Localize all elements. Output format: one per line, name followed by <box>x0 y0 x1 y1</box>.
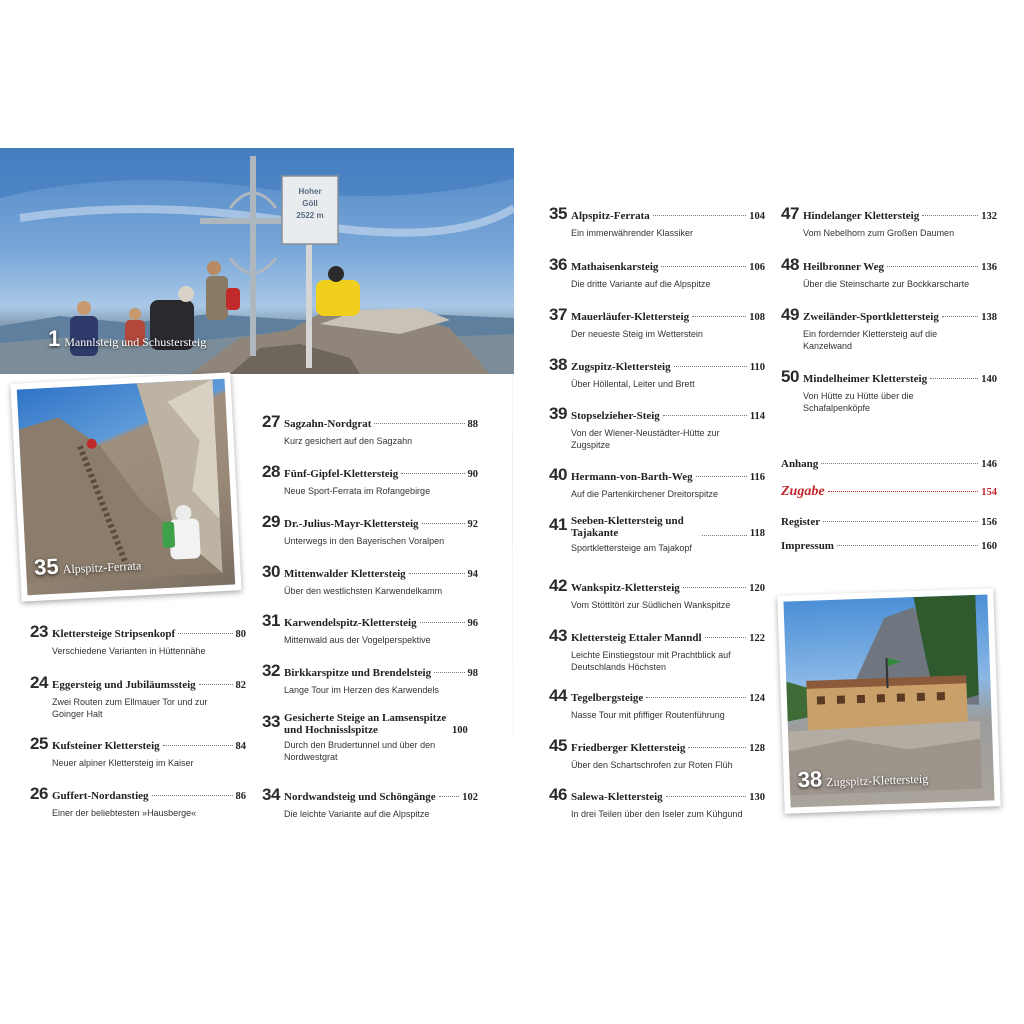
dot-leader <box>692 316 746 317</box>
tour-number: 43 <box>549 626 567 645</box>
toc-entry-49[interactable] <box>781 305 997 352</box>
toc-entry-27[interactable] <box>262 412 478 447</box>
tour-title: Klettersteige Stripsenkopf <box>52 628 176 640</box>
page-number: 124 <box>749 693 765 704</box>
tour-title: Karwendelspitz-Klettersteig <box>284 617 417 629</box>
toc-entry-48[interactable] <box>781 255 997 290</box>
tour-title: Friedberger Klettersteig <box>571 742 686 754</box>
toc-entry-39[interactable] <box>549 404 765 451</box>
tour-subtitle: Auf die Partenkirchener Dreitorspitze <box>571 489 719 499</box>
tour-number: 36 <box>549 255 567 274</box>
tour-subtitle: Nasse Tour mit pfiffiger Routenführung <box>571 710 725 720</box>
toc-entry-26[interactable] <box>30 784 246 819</box>
appendix-title: Anhang <box>781 458 819 470</box>
toc-entry-29[interactable] <box>262 512 478 547</box>
tour-number: 40 <box>549 465 567 484</box>
tour-subtitle: Über den Schartschrofen zur Roten Flüh <box>571 760 733 770</box>
tour-subtitle: Leichte Einstiegstour mit Prachtblick auf Deutschlands Höchsten <box>571 650 731 672</box>
tour-title: Zweiländer-Sportklettersteig <box>803 311 939 323</box>
toc-entry-37[interactable] <box>549 305 765 340</box>
toc-entry-46[interactable] <box>549 785 765 820</box>
dot-leader <box>439 796 460 797</box>
tour-subtitle: In drei Teilen über den Iseler zum Kühgund <box>571 809 743 819</box>
tour-number: 26 <box>30 784 48 803</box>
dot-leader <box>661 266 746 267</box>
tour-title: Fünf-Gipfel-Klettersteig <box>284 468 399 480</box>
photo-title: Mannlsteig und Schustersteig <box>64 335 207 349</box>
appendix-register[interactable] <box>781 516 997 528</box>
toc-entry-31[interactable] <box>262 611 478 646</box>
tour-subtitle: Vom Nebelhorn zum Großen Daumen <box>803 228 955 238</box>
page-number: 92 <box>467 519 478 530</box>
tour-subtitle: Einer der beliebtesten »Hausberge« <box>52 808 197 818</box>
dot-leader <box>942 316 978 317</box>
summit-photo <box>0 148 514 374</box>
tour-subtitle: Neuer alpiner Klettersteig im Kaiser <box>52 758 194 768</box>
tour-subtitle: Lange Tour im Herzen des Karwendels <box>284 685 439 695</box>
toc-entry-25[interactable] <box>30 734 246 769</box>
dot-leader <box>374 423 464 424</box>
dot-leader <box>702 535 747 536</box>
dot-leader <box>409 573 465 574</box>
page-number: 90 <box>467 469 478 480</box>
dot-leader <box>420 622 465 623</box>
dot-leader <box>837 545 978 546</box>
toc-entry-40[interactable] <box>549 465 765 500</box>
tour-number: 29 <box>262 512 280 531</box>
page-number: 104 <box>749 211 765 222</box>
toc-entry-45[interactable] <box>549 736 765 771</box>
tour-title: Tegelbergsteige <box>571 692 644 704</box>
dot-leader <box>152 795 233 796</box>
photo-caption-zugspitz <box>797 763 928 794</box>
tour-subtitle: Von Hütte zu Hütte über die Schafalpenköpfe <box>803 391 914 413</box>
tour-title: Klettersteig Ettaler Manndl <box>571 632 702 644</box>
tour-number: 42 <box>549 576 567 595</box>
tour-number: 37 <box>549 305 567 324</box>
photo-frame-zugspitz <box>777 588 1000 813</box>
tour-subtitle: Sportklettersteige am Tajakopf <box>571 543 692 553</box>
dot-leader <box>696 476 747 477</box>
toc-entry-44[interactable] <box>549 686 765 721</box>
tour-title: Hermann-von-Barth-Weg <box>571 471 693 483</box>
dot-leader <box>683 587 746 588</box>
page-number: 82 <box>235 680 246 691</box>
tour-subtitle: Kurz gesichert auf den Sagzahn <box>284 436 413 446</box>
tour-subtitle: Verschiedene Varianten in Hüttennähe <box>52 646 206 656</box>
tour-number: 44 <box>549 686 567 705</box>
photo-title: Alpspitz-Ferrata <box>62 558 142 577</box>
toc-entry-38[interactable] <box>549 355 765 390</box>
page-number: 84 <box>235 741 246 752</box>
appendix-impressum[interactable] <box>781 540 997 552</box>
tour-subtitle: Der neueste Steig im Wetterstein <box>571 329 703 339</box>
page-number: 140 <box>981 374 997 385</box>
sign-line-3: 2522 m <box>296 211 324 220</box>
toc-entry-36[interactable] <box>549 255 765 290</box>
tour-number: 49 <box>781 305 799 324</box>
tour-number: 38 <box>549 355 567 374</box>
zugspitz-photo <box>783 595 994 808</box>
photo-title: Zugspitz-Klettersteig <box>826 771 929 790</box>
toc-entry-33[interactable] <box>262 712 478 763</box>
tour-number: 50 <box>781 367 799 386</box>
tour-number: 46 <box>549 785 567 804</box>
tour-subtitle: Ein immerwährender Klassiker <box>571 228 694 238</box>
tour-subtitle: Neue Sport-Ferrata im Rofangebirge <box>284 486 431 496</box>
tour-title: Stopselzieher-Steig <box>571 410 660 422</box>
page-number: 108 <box>749 312 765 323</box>
tour-number: 27 <box>262 412 280 431</box>
tour-title: Gesicherte Steige an Lamsenspitze und Hochnisslspitze <box>284 712 447 736</box>
photo-frame-alpspitz <box>10 372 241 601</box>
tour-number: 35 <box>549 204 567 223</box>
appendix-title: Register <box>781 516 821 528</box>
tour-number: 48 <box>781 255 799 274</box>
toc-entry-32[interactable] <box>262 661 478 696</box>
toc-entry-34[interactable] <box>262 785 478 820</box>
page-number: 118 <box>749 528 765 539</box>
page-number: 128 <box>749 743 765 754</box>
dot-leader <box>663 415 747 416</box>
dot-leader <box>646 697 746 698</box>
tour-title: Dr.-Julius-Mayr-Klettersteig <box>284 518 419 530</box>
tour-title: Heilbronner Weg <box>803 261 884 273</box>
page-number: 102 <box>462 792 478 803</box>
page-number: 160 <box>981 541 997 552</box>
dot-leader <box>828 491 979 492</box>
page-number: 130 <box>749 792 765 803</box>
tour-number: 34 <box>262 785 280 804</box>
tour-number: 31 <box>262 611 280 630</box>
appendix-title: Zugabe <box>781 484 825 499</box>
tour-title: Seeben-Klettersteig und Tajakante <box>571 515 684 539</box>
photo-number: 35 <box>33 553 60 580</box>
tour-number: 25 <box>30 734 48 753</box>
tour-number: 24 <box>30 673 48 692</box>
page-number: 132 <box>981 211 997 222</box>
page-number: 110 <box>749 362 765 373</box>
toc-entry-24[interactable] <box>30 673 246 720</box>
tour-title: Mindelheimer Klettersteig <box>803 373 928 385</box>
page-number: 156 <box>981 517 997 528</box>
tour-subtitle: Durch den Brudertunnel und über den Nordwestgrat <box>284 740 436 762</box>
alpspitz-photo <box>17 379 235 596</box>
tour-title: Hindelanger Klettersteig <box>803 210 920 222</box>
dot-leader <box>666 796 747 797</box>
toc-entry-23[interactable] <box>30 622 246 657</box>
page-number: 114 <box>749 411 765 422</box>
tour-subtitle: Mittenwald aus der Vogelperspektive <box>284 635 431 645</box>
tour-title: Salewa-Klettersteig <box>571 791 663 803</box>
tour-number: 45 <box>549 736 567 755</box>
page-number: 96 <box>467 618 478 629</box>
tour-title: Mittenwalder Klettersteig <box>284 568 406 580</box>
tour-number: 39 <box>549 404 567 423</box>
appendix-anhang[interactable] <box>781 458 997 470</box>
page-number: 138 <box>981 312 997 323</box>
tour-subtitle: Von der Wiener-Neustädter-Hütte zur Zugspitze <box>571 428 720 450</box>
tour-subtitle: Unterwegs in den Bayerischen Voralpen <box>284 536 445 546</box>
dot-leader <box>653 215 746 216</box>
tour-subtitle: Über Höllental, Leiter und Brett <box>571 379 695 389</box>
page-number: 146 <box>981 459 997 470</box>
dot-leader <box>887 266 978 267</box>
appendix-title: Impressum <box>781 540 834 552</box>
dot-leader <box>422 523 465 524</box>
tour-title: Sagzahn-Nordgrat <box>284 418 372 430</box>
tour-number: 28 <box>262 462 280 481</box>
sign-line-2: Göll <box>302 199 318 208</box>
dot-leader <box>401 473 464 474</box>
toc-entry-50[interactable] <box>781 367 997 414</box>
dot-leader <box>199 684 233 685</box>
tour-subtitle: Die dritte Variante auf die Alpspitze <box>571 279 711 289</box>
tour-subtitle: Zwei Routen zum Ellmauer Tor und zur Goinger Halt <box>52 697 208 719</box>
tour-title: Birkkarspitze und Brendelsteig <box>284 667 432 679</box>
toc-entry-42[interactable] <box>549 576 765 611</box>
tour-title: Mauerläufer-Klettersteig <box>571 311 690 323</box>
summit-sign <box>282 186 338 222</box>
tour-title: Kufsteiner Klettersteig <box>52 740 160 752</box>
toc-entry-43[interactable] <box>549 626 765 673</box>
dot-leader <box>178 633 232 634</box>
tour-number: 30 <box>262 562 280 581</box>
tour-number: 41 <box>549 515 567 534</box>
dot-leader <box>434 672 464 673</box>
page-number: 88 <box>467 419 478 430</box>
tour-subtitle: Über die Steinscharte zur Bockkarscharte <box>803 279 970 289</box>
dot-leader <box>922 215 978 216</box>
dot-leader <box>821 463 978 464</box>
tour-title: Alpspitz-Ferrata <box>571 210 650 222</box>
dot-leader <box>705 637 747 638</box>
tour-number: 33 <box>262 712 280 731</box>
toc-entry-30[interactable] <box>262 562 478 597</box>
sign-line-1: Hoher <box>298 187 322 196</box>
toc-entry-47[interactable] <box>781 204 997 239</box>
photo-caption-top <box>48 326 206 352</box>
dot-leader <box>674 366 747 367</box>
tour-subtitle: Vom Stöttltörl zur Südlichen Wankspitze <box>571 600 731 610</box>
tour-subtitle: Über den westlichsten Karwendelkamm <box>284 586 443 596</box>
photo-number: 1 <box>48 326 61 351</box>
page-number: 120 <box>749 583 765 594</box>
tour-number: 23 <box>30 622 48 641</box>
tour-subtitle: Ein fordernder Klettersteig auf die Kanzelwand <box>803 329 938 351</box>
dot-leader <box>163 745 233 746</box>
page-number: 94 <box>467 569 478 580</box>
tour-subtitle: Die leichte Variante auf die Alpspitze <box>284 809 430 819</box>
appendix-zugabe[interactable] <box>781 484 997 500</box>
tour-title: Zugspitz-Klettersteig <box>571 361 671 373</box>
photo-number: 38 <box>797 766 823 793</box>
tour-number: 32 <box>262 661 280 680</box>
page-number: 80 <box>235 629 246 640</box>
tour-title: Wankspitz-Klettersteig <box>571 582 680 594</box>
page-number: 98 <box>467 668 478 679</box>
toc-entry-28[interactable] <box>262 462 478 497</box>
tour-title: Nordwandsteig und Schöngänge <box>284 791 436 803</box>
page-number: 122 <box>749 633 765 644</box>
tour-title: Guffert-Nordanstieg <box>52 790 149 802</box>
page-number: 100 <box>452 725 468 736</box>
toc-entry-41[interactable] <box>549 515 765 554</box>
tour-title: Mathaisenkarsteig <box>571 261 659 273</box>
dot-leader <box>688 747 746 748</box>
page-number: 116 <box>749 472 765 483</box>
page-number: 136 <box>981 262 997 273</box>
page-number: 106 <box>749 262 765 273</box>
dot-leader <box>823 521 978 522</box>
dot-leader <box>930 378 978 379</box>
toc-entry-35[interactable] <box>549 204 765 239</box>
page-number: 154 <box>981 487 997 498</box>
page-number: 86 <box>235 791 246 802</box>
tour-title: Eggersteig und Jubiläumssteig <box>52 679 196 691</box>
tour-number: 47 <box>781 204 799 223</box>
